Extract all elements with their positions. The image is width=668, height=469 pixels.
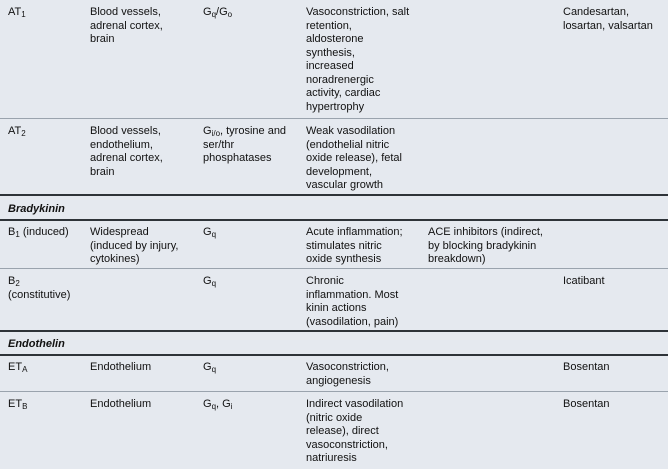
table-row-b1 [0,220,668,268]
section-heading-endothelin: Endothelin [8,338,65,350]
gprotein-cell: $G_q$ [203,226,217,239]
receptor-cell: $AT_2$ [8,125,26,138]
antagonists-cell: Candesartan, losartan, valsartan [563,6,653,32]
gprotein-cell: $G_q$ [203,275,217,288]
receptor-cell: $ET_A$ [8,361,28,374]
effects-cell: Weak vasodilation (endothelial nitric oxide release), fetal development, vascular growth [306,125,402,191]
effects-cell: Vasoconstriction, angiogenesis [306,361,389,387]
section-divider [0,330,668,332]
receptor-cell: $ET_B$ [8,398,28,411]
location-cell: Blood vessels, endothelium, adrenal cortex, brain [90,125,163,178]
receptor-cell: $B_1$ (induced) [8,226,69,239]
table-row-eta [0,355,668,391]
gprotein-cell: $G_q$, $G_i$ [203,398,233,411]
location-cell: Endothelium [90,398,152,410]
effects-cell: Acute inflammation; stimulates nitric oxide synthesis [306,226,403,265]
gprotein-cell: $G_q$ [203,361,217,374]
section-divider [0,194,668,196]
receptor-cell: $AT_1$ [8,6,26,19]
gprotein-cell: $G_{i/o}$, tyrosine and ser/thr phosphatases [203,125,287,164]
receptor-cell: $B_2$ (constitutive) [8,275,71,301]
table-row-etb [0,392,668,469]
agonists-cell: ACE inhibitors (indirect, by blocking bradykinin breakdown) [428,226,543,265]
location-cell: Blood vessels, adrenal cortex, brain [90,6,163,45]
antagonists-cell: Bosentan [563,398,610,410]
effects-cell: Chronic inflammation. Most kinin actions (vasodilation, pain) [306,275,399,328]
table-row-at2 [0,119,668,195]
effects-cell: Vasoconstriction, salt retention, aldosterone synthesis, increased noradrenergic activity, cardiac hypertrophy [306,6,410,113]
gprotein-cell: $G_q/G_o$ [203,6,233,19]
section-heading-bradykinin: Bradykinin [8,203,65,215]
table-row-at1 [0,0,668,118]
antagonists-cell: Bosentan [563,361,610,373]
location-cell: Widespread (induced by injury, cytokines) [90,226,179,265]
table-row-b2 [0,269,668,331]
effects-cell: Indirect vasodilation (nitric oxide release), direct vasoconstriction, natriuresis [306,398,404,464]
location-cell: Endothelium [90,361,152,373]
antagonists-cell: Icatibant [563,275,605,287]
